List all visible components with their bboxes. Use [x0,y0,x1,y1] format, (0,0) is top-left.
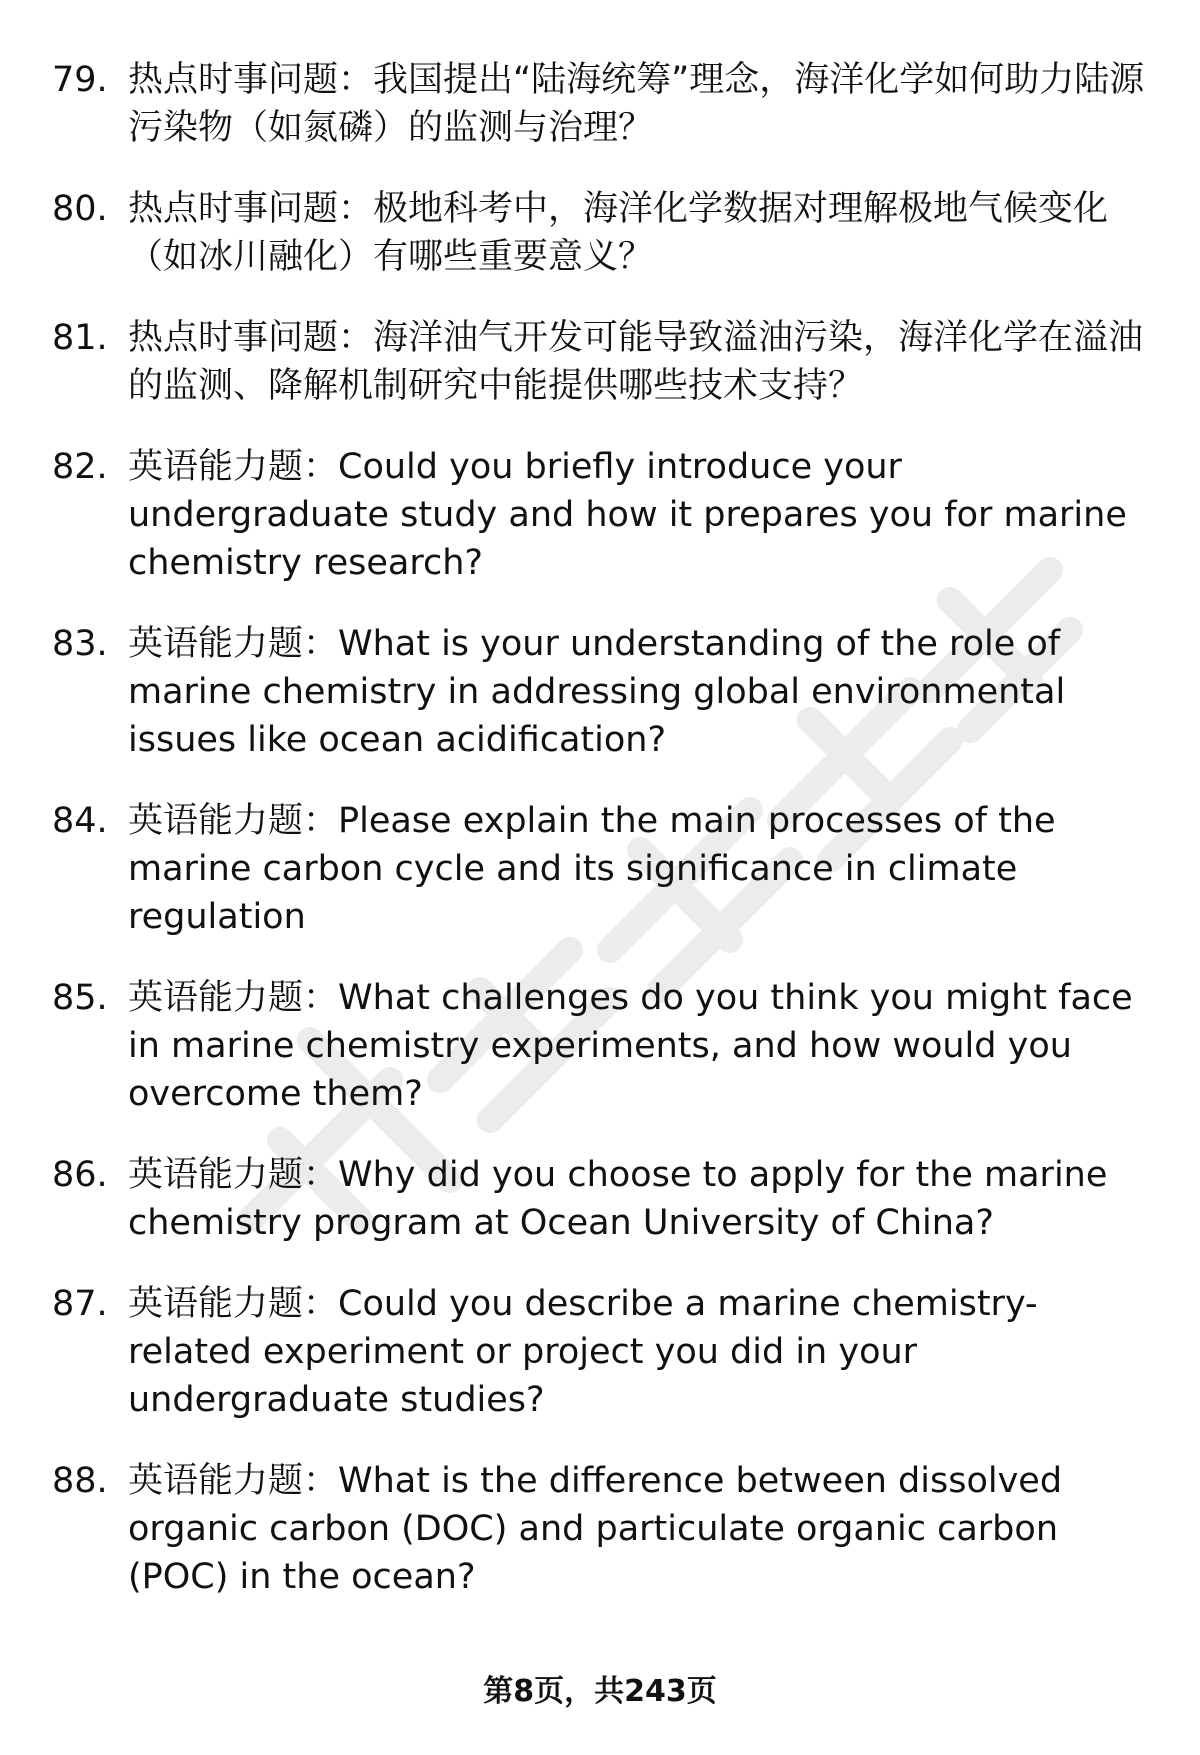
question-item [52,1151,1160,1247]
question-item [52,1457,1160,1601]
question-text: 英语能力题：Could you briefly introduce your undergraduate study and how it prepares you for marine chemistry research? [128,447,1127,583]
question-item [52,185,1160,281]
question-item [52,314,1160,410]
page-footer: 第8页，共243页 [483,1674,717,1709]
question-item [52,1280,1160,1424]
question-text: 英语能力题：What challenges do you think you might face in marine chemistry experiments, and how would you overcome them? [128,978,1133,1114]
question-text: 热点时事问题：海洋油气开发可能导致溢油污染，海洋化学在溢油的监测、降解机制研究中能提供哪些技术支持？ [128,318,1144,406]
question-item [52,620,1160,764]
question-text: 热点时事问题：极地科考中，海洋化学数据对理解极地气候变化（如冰川融化）有哪些重要意义？ [128,189,1109,277]
question-number: 84. [52,801,108,841]
question-number: 85. [52,978,108,1018]
question-number: 88. [52,1461,108,1501]
question-text: 英语能力题：Please explain the main processes of the marine carbon cycle and its significance in climate regulation [128,801,1056,937]
question-text: 英语能力题：What is your understanding of the role of marine chemistry in addressing global environmental issues like ocean acidification? [128,624,1066,760]
question-number: 79. [52,60,108,100]
question-number: 80. [52,189,108,229]
question-text: 英语能力题：What is the difference between dissolved organic carbon (DOC) and particulate organic carbon (POC) in the ocean? [128,1461,1063,1597]
question-item [52,974,1160,1118]
question-item [52,443,1160,587]
question-number: 82. [52,447,108,487]
question-text: 热点时事问题：我国提出“陆海统筹”理念，海洋化学如何助力陆源污染物（如氮磷）的监测与治理？ [128,60,1145,148]
question-item [52,797,1160,941]
question-number: 83. [52,624,108,664]
question-text: 英语能力题：Could you describe a marine chemistry-related experiment or project you did in your undergraduate studies? [128,1284,1038,1420]
question-number: 87. [52,1284,108,1324]
question-item [52,56,1160,152]
question-number: 86. [52,1155,108,1195]
question-number: 81. [52,318,108,358]
question-text: 英语能力题：Why did you choose to apply for the marine chemistry program at Ocean University of China? [128,1155,1108,1243]
